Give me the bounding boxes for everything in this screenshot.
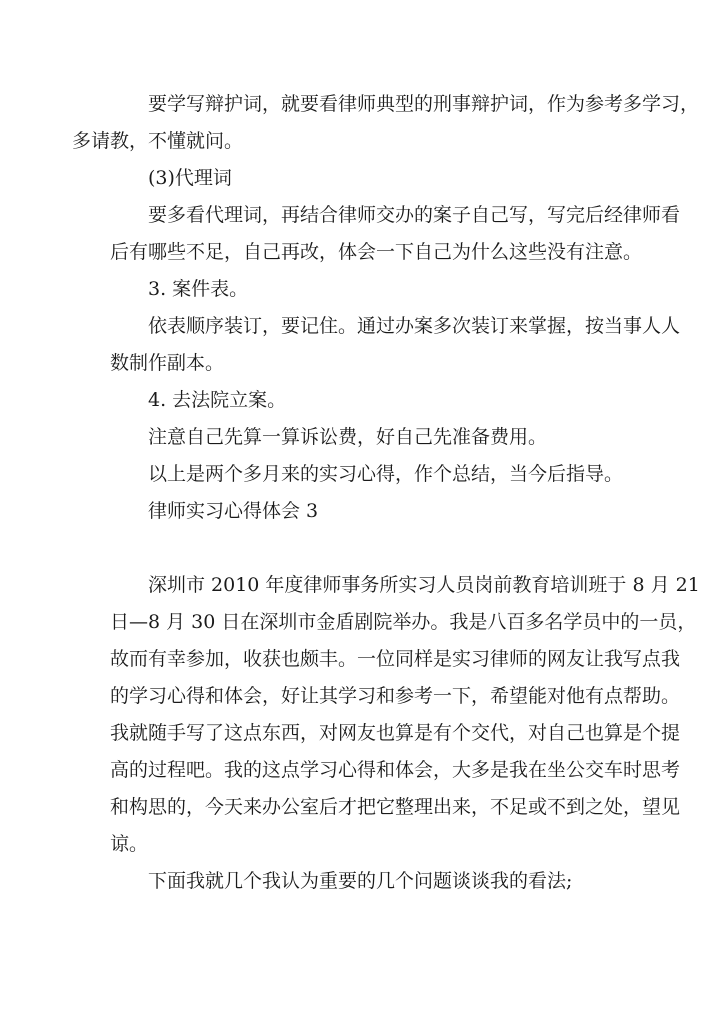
text-line: 多请教，不懂就问。 (72, 130, 244, 152)
text-line: 要学写辩护词，就要看律师典型的刑事辩护词，作为参考多学习， (148, 93, 700, 115)
paragraph-heading-court-filing (110, 382, 612, 419)
paragraph-defense-statement (72, 86, 700, 160)
text-line: 高的过程吧。我的这点学习心得和体会，大多是我在坐公交车时思考 (110, 759, 681, 781)
text-line: 下面我就几个我认为重要的几个问题谈谈我的看法; (148, 870, 573, 892)
document-body (72, 86, 700, 900)
text-line: 谅。 (110, 833, 149, 855)
paragraph-litigation-fee (110, 419, 612, 456)
paragraph-agency-statement (110, 197, 681, 271)
text-line: (3)代理词 (148, 167, 232, 189)
text-line: 数制作副本。 (110, 352, 225, 374)
paragraph-heading-case-form (110, 271, 612, 308)
paragraph-case-form (110, 308, 681, 382)
text-line: 日—8 月 30 日在深圳市金盾剧院举办。我是八百多名学员中的一员， (110, 611, 697, 633)
paragraph-summary (110, 456, 624, 493)
blank-line (110, 530, 612, 567)
text-line: 故而有幸参加，收获也颇丰。一位同样是实习律师的网友让我写点我 (110, 648, 681, 670)
text-line: 律师实习心得体会 3 (148, 500, 319, 522)
text-line: 我就随手写了这点东西，对网友也算是有个交代，对自己也算是个提 (110, 722, 681, 744)
text-line: 的学习心得和体会，好让其学习和参考一下，希望能对他有点帮助。 (110, 685, 681, 707)
text-line: 4. 去法院立案。 (148, 389, 287, 411)
paragraph-training-intro (110, 567, 700, 863)
text-line: 深圳市 2010 年度律师事务所实习人员岗前教育培训班于 8 月 21 (148, 574, 700, 596)
text-line: 3. 案件表。 (148, 278, 249, 300)
text-line: 和构思的，今天来办公室后才把它整理出来，不足或不到之处，望见 (110, 796, 681, 818)
text-line: 后有哪些不足，自己再改，体会一下自己为什么这些没有注意。 (110, 241, 643, 263)
text-line: 要多看代理词，再结合律师交办的案子自己写，写完后经律师看 (148, 204, 681, 226)
text-line: 以上是两个多月来的实习心得，作个总结，当今后指导。 (148, 463, 624, 485)
paragraph-closing (110, 863, 612, 900)
section-title (110, 493, 612, 530)
paragraph-heading-agency-statement (110, 160, 612, 197)
text-line: 依表顺序装订，要记住。通过办案多次装订来掌握，按当事人人 (148, 315, 681, 337)
text-line: 注意自己先算一算诉讼费，好自己先准备费用。 (148, 426, 548, 448)
